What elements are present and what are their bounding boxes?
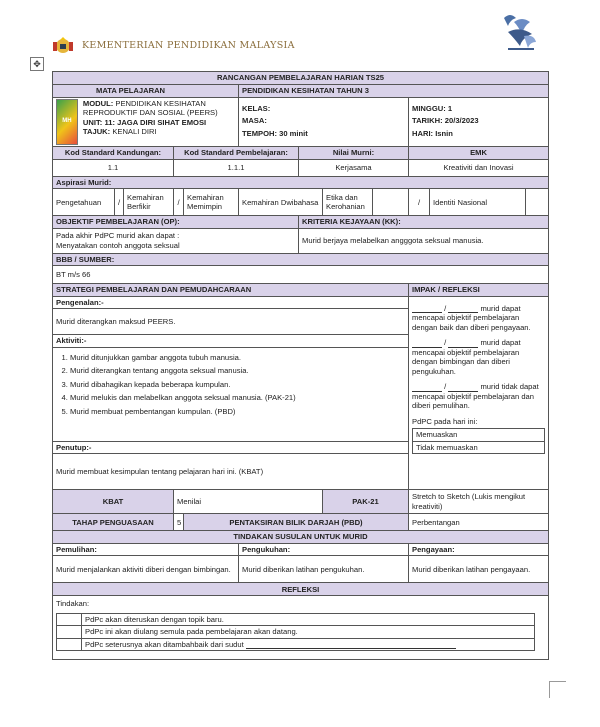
emk-value: Kreativiti dan Inovasi — [409, 160, 549, 177]
tindakan-susulan-label: TINDAKAN SUSULAN UNTUK MURID — [53, 531, 549, 543]
list-item: 4. Murid melukis dan melabelkan anggota seksual manusia. (PAK-21) — [70, 393, 405, 402]
op-value: Pada akhir PdPC murid akan dapat : Menyatakan contoh anggota seksual — [53, 228, 299, 253]
kk-value: Murid berjaya melabelkan angggota seksual manusia. — [299, 228, 549, 253]
modul-value: PENDIDIKAN KESIHATAN REPRODUKTIF DAN SOSIAL (PEERS) — [82, 99, 218, 118]
impak-item: / murid tidak dapat mencapai objektif pembelajaran dan diberi pemulihan. — [412, 382, 539, 411]
list-item: 1. Murid ditunjukkan gambar anggota tubuh manusia. — [70, 353, 405, 362]
pengenalan-text: Murid diterangkan maksud PEERS. — [53, 309, 409, 335]
pemulihan-value: Murid menjalankan aktiviti diberi dengan bimbingan. — [53, 556, 239, 583]
kk-label: KRITERIA KEJAYAAN (KK): — [299, 216, 549, 228]
aktiviti-list — [53, 347, 409, 441]
aspirasi-item: Kemahiran Dwibahasa — [239, 189, 323, 216]
tindakan-table — [56, 613, 535, 651]
ksk-label: Kod Standard Kandungan: — [53, 147, 174, 160]
list-item: 2. Murid diterangkan tentang anggota seksual manusia. — [70, 366, 405, 375]
tahap-penguasaan-label: TAHAP PENGUASAAN — [53, 514, 174, 531]
pdpc-label: PdPC pada hari ini: — [412, 416, 478, 426]
ksp-value: 1.1.1 — [174, 160, 299, 177]
pengayaan-label: Pengayaan: — [409, 543, 549, 555]
ts25-logo-icon — [500, 12, 540, 52]
ksp-label: Kod Standard Pembelajaran: — [174, 147, 299, 160]
nilai-murni-value: Kerjasama — [299, 160, 409, 177]
aspirasi-item: Identiti Nasional — [430, 189, 526, 216]
tajuk-value: KENALI DIRI — [112, 127, 157, 137]
subject-header: PENDIDIKAN KESIHATAN TAHUN 3 — [239, 85, 549, 98]
document-header — [0, 0, 600, 60]
pak21-label: PAK-21 — [323, 490, 409, 514]
bbb-value: BT m/s 66 — [53, 266, 549, 284]
lesson-plan-table: RANCANGAN PEMBELAJARAN HARIAN TS25 MATA PELAJARAN PENDIDIKAN KESIHATAN TAHUN 3 MH MODUL: PENDIDIKAN KESIHATAN REPRODUKTIF DAN SOSIAL (PEERS) UNIT: 11: JAGA DIRI SIHAT EMOSI TAJUK: KENALI DIRI KELAS: MASA: TEMPOH: 30 minit MINGGU: 1 TARIKH: 20/3/2023 HARI: Isnin Kod Standard Kandungan: Kod Standard Pembelajaran: Nilai Murni: EMK 1.1 1.1.1 Kerjasama Kreativiti dan Inovasi Aspirasi Murid: Pengetahuan / Kemahiran Berfikir / Kemahiran Memimpin Kemahiran Dwibahasa Etika dan Kerohanian / Identiti Nasional OBJEKTIF PEMBELAJARAN (OP): KRITERIA KEJAYAAN (KK): Pada akhir PdPC murid akan dapat : Menyatakan contoh anggota seksual Murid berjaya melabelkan angggota seksual manusia. BBB / SUMBER: BT m/s 66 STRATEGI PEMBELAJARAN DAN PEMUDAHCARAAN IMPAK / REFLEKSI Pengenalan:- / murid dapat mencapai objektif pembelajaran dengan baik dan diberi pengayaan. / murid dapat mencapai objektif pembelajaran dengan bimbingan dan diberi pengukuhan. / murid tidak dapat mencapai objektif pembelajaran dan diberi pemulihan. PdPC pada hari ini: Memuaskan Tidak memuaskan Murid diterangkan maksud PEERS. Aktiviti:- 1. Murid ditunjukkan gambar anggota tubuh manusia. 2. Murid diterangkan tentang anggota seksual manusia. 3. Murid dibahagikan kepada beberapa kumpulan. 4. Murid melukis dan melabelkan anggota seksual manusia. (PAK-21) 5. Murid membuat pembentangan kumpulan. (PBD) Penutup:- Murid membuat kesimpulan tentang pelajaran hari ini. (KBAT) KBAT Menilai PAK-21 Stretch to Sketch (Lukis mengikut kreativiti) TAHAP PENGUASAAN 5 PENTAKSIRAN BILIK DARJAH (PBD) Perbentangan TINDAKAN SUSULAN UNTUK MURID Pemulihan: Pengukuhan: Pengayaan: Murid menjalankan aktiviti diberi dengan bimbingan. Murid diberikan latihan pengukuhan. Murid diberikan latihan pengayaan. REFLEKSI Tindakan: PdPc akan diteruskan dengan topik baru. PdPc ini akan diulang semula pada pembelajaran akan datang. PdPc seterusnya akan ditambahbaik dari sudut — [52, 71, 549, 660]
tindakan-section — [53, 596, 549, 660]
unit-value: 11: JAGA DIRI SIHAT EMOSI — [104, 117, 207, 127]
textbook-cover-image: MH — [56, 99, 78, 145]
date-info: MINGGU: 1 TARIKH: 20/3/2023 HARI: Isnin — [409, 98, 549, 147]
impak-item: / murid dapat mencapai objektif pembelajaran dengan baik dan diberi pengayaan. — [412, 303, 531, 332]
mata-pelajaran-label: MATA PELAJARAN — [53, 85, 239, 98]
memuaskan-option[interactable]: Memuaskan — [413, 429, 545, 441]
penutup-label: Penutup:- — [53, 441, 409, 453]
aspirasi-label: Aspirasi Murid: — [53, 177, 549, 189]
impak-label: IMPAK / REFLEKSI — [409, 284, 549, 296]
pengayaan-value: Murid diberikan latihan pengayaan. — [409, 556, 549, 583]
table-move-handle-icon[interactable]: ✥ — [30, 57, 44, 71]
malaysia-crest-icon — [51, 36, 75, 56]
bbb-label: BBB / SUMBER: — [53, 253, 549, 265]
penutup-text: Murid membuat kesimpulan tentang pelajaran hari ini. (KBAT) — [53, 454, 409, 490]
pbd-label: PENTAKSIRAN BILIK DARJAH (PBD) — [184, 514, 409, 531]
kbat-value: Menilai — [174, 490, 323, 514]
subject-info: MH MODUL: PENDIDIKAN KESIHATAN REPRODUKTIF DAN SOSIAL (PEERS) UNIT: 11: JAGA DIRI SIHAT EMOSI TAJUK: KENALI DIRI — [53, 98, 239, 147]
pemulihan-label: Pemulihan: — [53, 543, 239, 555]
ksk-value: 1.1 — [53, 160, 174, 177]
list-item: 5. Murid membuat pembentangan kumpulan. (PBD) — [70, 407, 405, 416]
pengukuhan-value: Murid diberikan latihan pengukuhan. — [239, 556, 409, 583]
tindakan-item[interactable]: PdPc ini akan diulang semula pada pembelajaran akan datang. — [82, 626, 535, 638]
tindakan-label: Tindakan: — [56, 599, 90, 609]
aspirasi-item: Kemahiran Memimpin — [184, 189, 239, 216]
strategi-label: STRATEGI PEMBELAJARAN DAN PEMUDAHCARAAN — [53, 284, 409, 296]
aspirasi-item: Etika dan Kerohanian — [323, 189, 373, 216]
plan-title: RANCANGAN PEMBELAJARAN HARIAN TS25 — [53, 72, 549, 85]
emk-label: EMK — [409, 147, 549, 160]
pengukuhan-label: Pengukuhan: — [239, 543, 409, 555]
tindakan-item[interactable]: PdPc seterusnya akan ditambahbaik dari sudut — [82, 638, 535, 650]
aspirasi-item: Pengetahuan — [53, 189, 115, 216]
class-info: KELAS: MASA: TEMPOH: 30 minit — [239, 98, 409, 147]
ministry-name: KEMENTERIAN PENDIDIKAN MALAYSIA — [82, 40, 295, 51]
aktiviti-label: Aktiviti:- — [53, 335, 409, 347]
pbd-value: Perbentangan — [409, 514, 549, 531]
tindakan-item[interactable]: PdPc akan diteruskan dengan topik baru. — [82, 613, 535, 625]
nilai-murni-label: Nilai Murni: — [299, 147, 409, 160]
impak-refleksi — [409, 296, 549, 489]
aspirasi-item: Kemahiran Berfikir — [124, 189, 174, 216]
op-label: OBJEKTIF PEMBELAJARAN (OP): — [53, 216, 299, 228]
pdpc-status-table — [412, 428, 545, 454]
list-item: 3. Murid dibahagikan kepada beberapa kumpulan. — [70, 380, 405, 389]
impak-item: / murid dapat mencapai objektif pembelajaran dengan bimbingan dan diberi pengukuhan. — [412, 338, 521, 376]
pengenalan-label: Pengenalan:- — [53, 296, 409, 308]
pak21-value: Stretch to Sketch (Lukis mengikut kreativiti) — [409, 490, 549, 514]
kbat-label: KBAT — [53, 490, 174, 514]
page-corner-marker — [549, 681, 566, 698]
refleksi-label: REFLEKSI — [53, 583, 549, 596]
tidak-memuaskan-option[interactable]: Tidak memuaskan — [413, 441, 545, 453]
tahap-penguasaan-value: 5 — [174, 514, 184, 531]
